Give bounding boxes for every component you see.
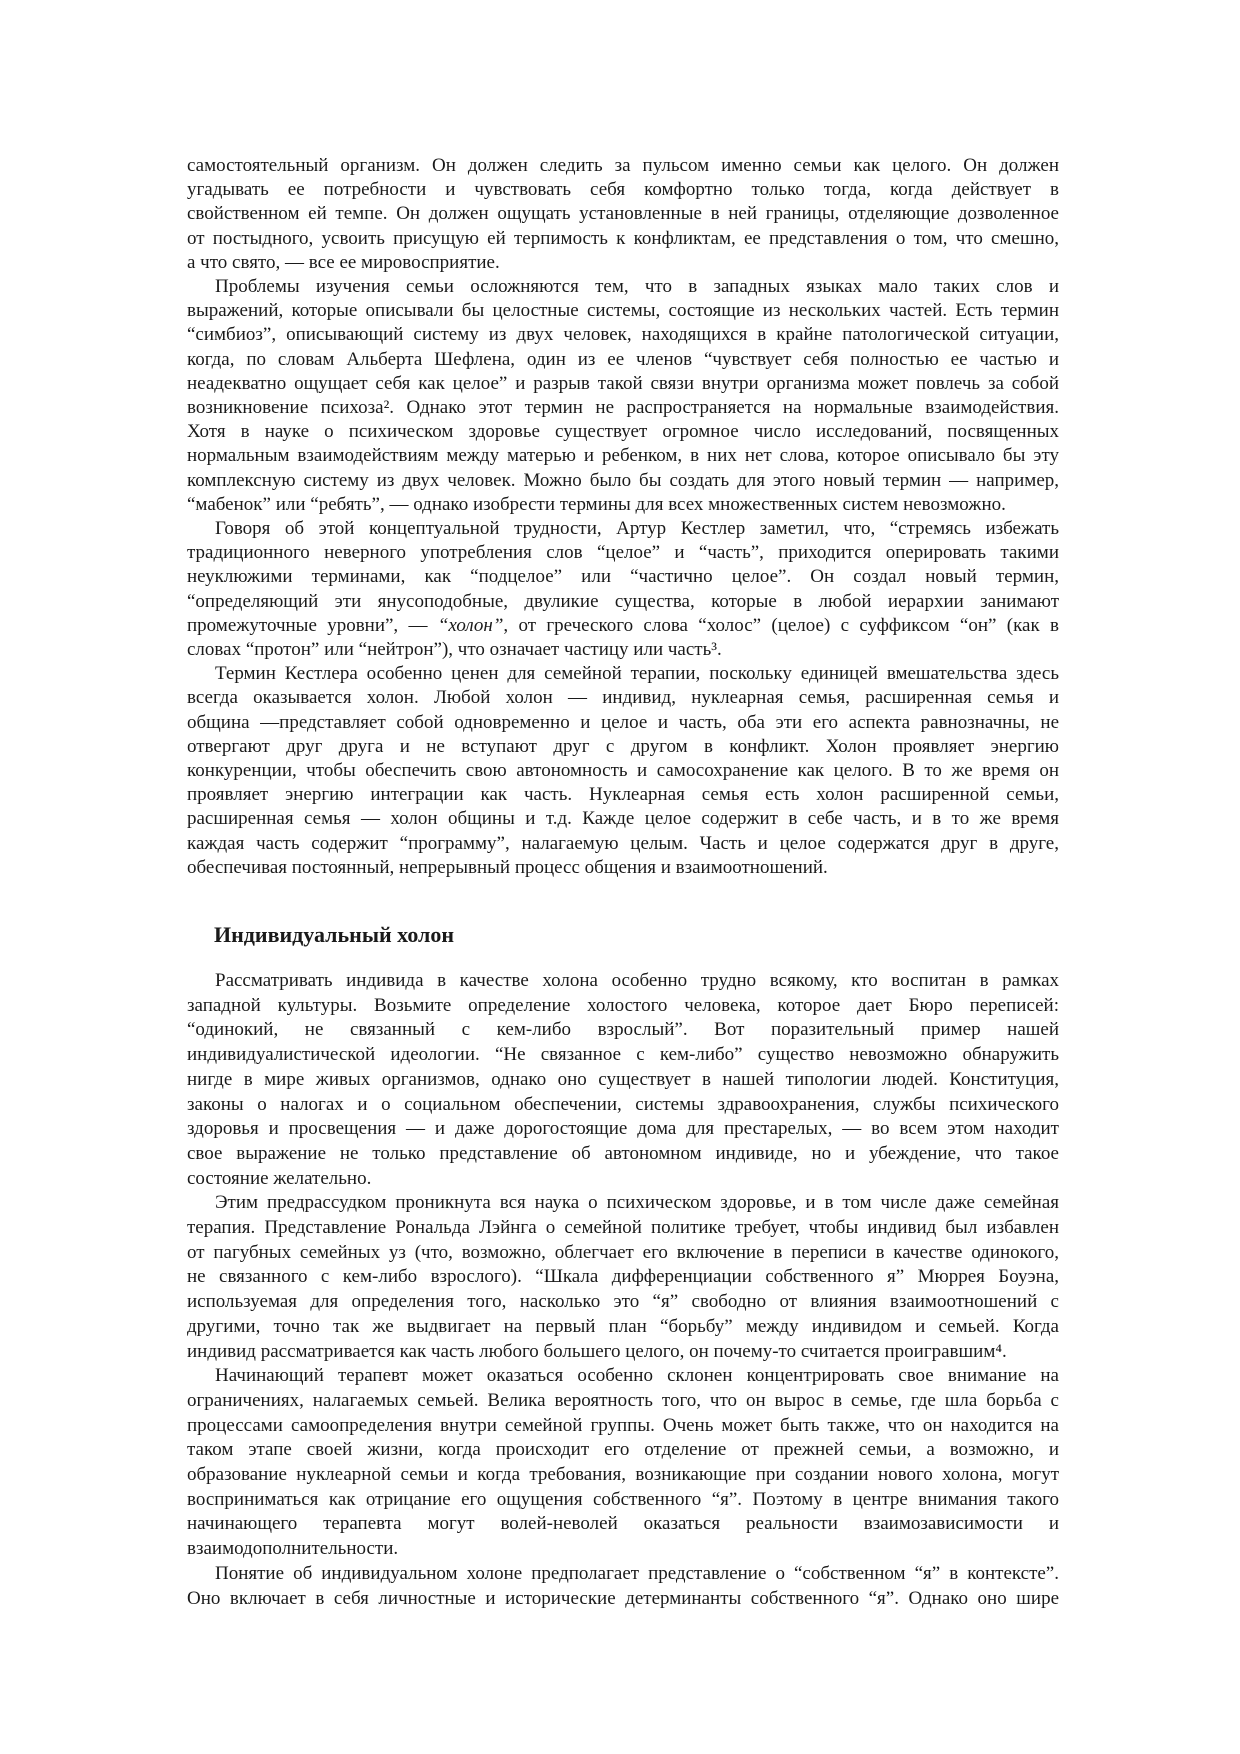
- text-line: таком этапе своей жизни, когда происходит его отделение от прежней семьи, а возможно, и: [187, 1439, 1059, 1461]
- text-line: западной культуры. Возьмите определение холостого человека, которое дает Бюро переписей:: [187, 994, 1059, 1016]
- text-line: обеспечивая постоянный, непрерывный процесс общения и взаимоотношений.: [187, 856, 828, 878]
- text-line: конкуренции, чтобы обеспечить свою автономность и самосохранение как целого. В то же время он: [187, 760, 1059, 782]
- text-line: самостоятельный организм. Он должен следить за пульсом именно семьи как целого. Он должен: [187, 155, 1059, 176]
- text-line: Понятие об индивидуальном холоне предполагает представление о “собственном “я” в контексте”.: [215, 1562, 1059, 1584]
- body-text-section-1: [187, 154, 1059, 880]
- text-line: состояние желательно.: [187, 1167, 372, 1189]
- paragraph: [187, 969, 1059, 1191]
- text-line: “одинокий, не связанный с кем-либо взрослый”. Вот поразительный пример нашей: [187, 1019, 1059, 1041]
- text-line: выражений, которые описывали бы целостные системы, состоящие из нескольких частей. Есть термин: [187, 300, 1059, 322]
- paragraph: [187, 517, 1059, 662]
- text-fragment: , от греческого слова “холос” (целое) с суффиксом “он” (как в: [503, 614, 1059, 636]
- text-line: индивидуалистической идеологии. “Не связанное с кем-либо” существо невозможно обнаружить: [187, 1044, 1059, 1066]
- text-line: отвергают друг друга и не вступают друг с другом в конфликт. Холон проявляет энергию: [187, 735, 1059, 757]
- body-text-section-2: [187, 969, 1059, 1611]
- paragraph: [187, 275, 1059, 517]
- text-line: образование нуклеарной семьи и когда требования, возникающие при создании нового холона, могут: [187, 1464, 1059, 1486]
- paragraph: [187, 1562, 1059, 1611]
- paragraph: [187, 1364, 1059, 1562]
- italic-term: “холон”: [437, 614, 504, 636]
- text-line: проявляет энергию интеграции как часть. Нуклеарная семья есть холон расширенной семьи,: [187, 784, 1059, 806]
- text-line: Этим предрассудком проникнута вся наука о психическом здоровье, и в том числе даже семейная: [215, 1192, 1059, 1214]
- text-line: терапия. Представление Рональда Лэйнга о семейной политике требует, чтобы индивид был избавлен: [187, 1217, 1059, 1239]
- text-line: “мабенок” или “ребять”, — однако изобрести термины для всех множественных систем невозможно.: [187, 493, 1006, 515]
- text-line: возникновение психоза². Однако этот термин не распространяется на нормальные взаимодействия.: [187, 397, 1059, 419]
- text-line: Хотя в науке о психическом здоровье существует огромное число исследований, посвященных: [187, 421, 1059, 443]
- text-line: [187, 614, 1059, 638]
- text-line: не связанного с кем-либо взрослого). “Шкала дифференциации собственного я” Мюррея Боуэна,: [187, 1266, 1059, 1288]
- text-line: комплексную систему из двух человек. Можно было бы создать для этого новый термин — например,: [187, 469, 1059, 491]
- section-heading: Индивидуальный холон: [214, 922, 455, 947]
- paragraph: [187, 154, 1059, 275]
- text-line: Начинающий терапевт может оказаться особенно склонен концентрировать свое внимание на: [215, 1365, 1059, 1387]
- text-line: “определяющий эти янусоподобные, двуликие существа, которые в любой иерархии занимают: [187, 590, 1059, 612]
- text-line: процессами самоопределения внутри семейной группы. Очень может быть также, что он находится на: [187, 1414, 1059, 1436]
- text-line: здоровья и просвещения — и даже дорогостоящие дома для престарелых, — во всем этом находит: [187, 1118, 1059, 1140]
- text-line: угадывать ее потребности и чувствовать себя комфортно только тогда, когда действует в: [187, 179, 1059, 201]
- text-line: Рассматривать индивида в качестве холона особенно трудно всякому, кто воспитан в рамках: [215, 970, 1059, 991]
- text-line: неадекватно ощущает себя как целое” и разрыв такой связи внутри организма может повлечь за собой: [187, 372, 1059, 394]
- text-line: нормальным взаимодействиям между матерью и ребенком, в них нет слова, которое описывало бы эту: [187, 445, 1059, 467]
- text-line: нигде в мире живых организмов, однако оно существует в нашей типологии людей. Конституция,: [187, 1068, 1059, 1090]
- text-line: законы о налогах и о социальном обеспечении, системы здравоохранения, службы психического: [187, 1093, 1059, 1115]
- text-line: а что свято, — все ее мировосприятие.: [187, 251, 500, 273]
- text-line: расширенная семья — холон общины и т.д. Кажде целое содержит в себе часть, и в то же время: [187, 808, 1059, 830]
- text-line: от постыдного, усвоить присущую ей терпимость к конфликтам, ее представления о том, что смешно,: [187, 227, 1059, 249]
- text-line: каждая часть содержит “программу”, налагаемую целым. Часть и целое содержатся друг в друге,: [187, 832, 1059, 854]
- text-line: словах “протон” или “нейтрон”), что означает частицу или часть³.: [187, 639, 722, 661]
- text-line: неуклюжими терминами, как “подцелое” или “частично целое”. Он создал новый термин,: [187, 566, 1059, 588]
- text-line: ограничениях, налагаемых семьей. Велика вероятность того, что он вырос в семье, где шла борьба с: [187, 1389, 1059, 1411]
- text-line: свое выражение не только представление об автономном индивиде, но и убеждение, что такое: [187, 1142, 1059, 1164]
- text-line: “симбиоз”, описывающий систему из двух человек, находящихся в крайне патологической ситуации,: [187, 324, 1059, 346]
- text-line: община —представляет собой одновременно и целое и часть, оба эти его аспекта равнозначны, не: [187, 711, 1059, 733]
- text-line: начинающего терапевта могут волей-неволей оказаться реальности взаимозависимости и: [187, 1513, 1059, 1535]
- text-line: когда, по словам Альберта Шефлена, один из ее членов “чувствует себя полностью ее частью и: [187, 348, 1059, 370]
- text-line: восприниматься как отрицание его ощущения собственного “я”. Поэтому в центре внимания такого: [187, 1488, 1059, 1510]
- text-line: свойственном ей темпе. Он должен ощущать установленные в ней границы, отделяющие дозволенное: [187, 203, 1059, 225]
- text-line: Оно включает в себя личностные и исторические детерминанты собственного “я”. Однако оно шире: [187, 1587, 1059, 1609]
- text-line: Говоря об этой концептуальной трудности, Артур Кестлер заметил, что, “стремясь избежать: [215, 518, 1059, 540]
- text-line: традиционного неверного употребления слов “целое” и “часть”, приходится оперировать такими: [187, 542, 1059, 564]
- text-line: Проблемы изучения семьи осложняются тем, что в западных языках мало таких слов и: [215, 276, 1059, 298]
- text-line: индивид рассматривается как часть любого большего целого, он почему-то считается проигравшим⁴.: [187, 1340, 1007, 1362]
- text-fragment: промежуточные уровни”, —: [187, 614, 438, 636]
- text-line: Термин Кестлера особенно ценен для семейной терапии, поскольку единицей вмешательства здесь: [215, 663, 1059, 685]
- text-line: взаимодополнительности.: [187, 1538, 399, 1560]
- text-line: всегда оказывается холон. Любой холон — индивид, нуклеарная семья, расширенная семья и: [187, 687, 1059, 709]
- text-line: другими, точно так же выдвигает на первый план “борьбу” между индивидом и семьей. Когда: [187, 1315, 1059, 1337]
- text-line: используемая для определения того, насколько это “я” свободно от влияния взаимоотношений с: [187, 1291, 1059, 1313]
- paragraph: [187, 662, 1059, 880]
- text-line: от пагубных семейных уз (что, возможно, облегчает его включение в переписи в качестве одинокого,: [187, 1241, 1059, 1263]
- paragraph: [187, 1191, 1059, 1364]
